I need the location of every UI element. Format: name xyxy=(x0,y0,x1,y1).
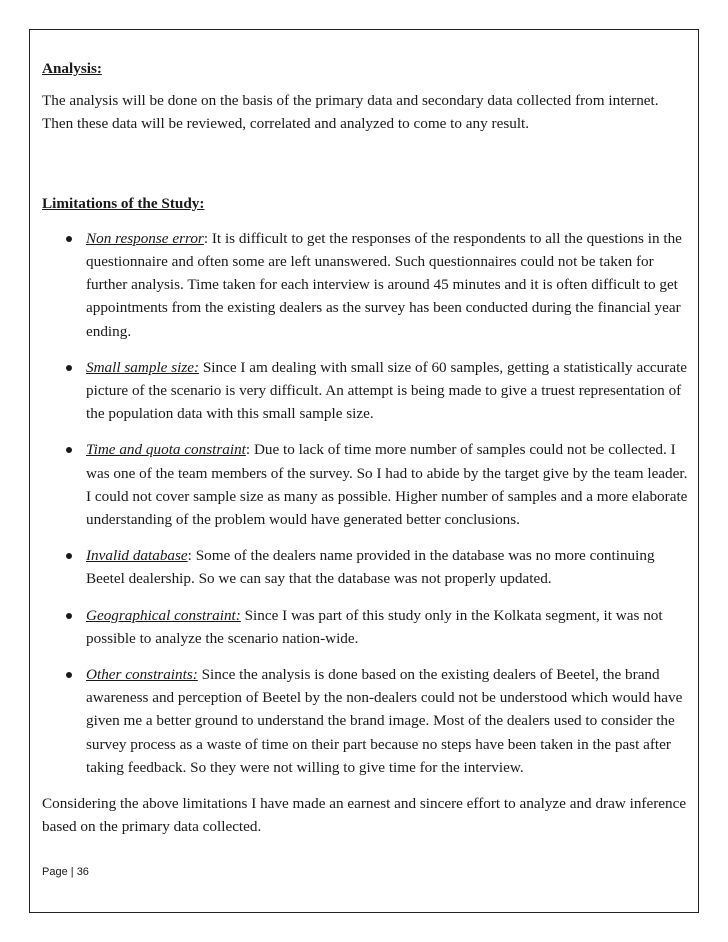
limitation-term: Non response error xyxy=(86,229,204,247)
limitation-item-other xyxy=(42,663,690,779)
limitation-separator: : xyxy=(203,229,209,247)
limitation-term: Time and quota constraint xyxy=(86,441,246,459)
limitation-term: Other constraints: xyxy=(86,666,198,684)
page-footer xyxy=(42,866,89,878)
page-separator: | xyxy=(70,866,74,878)
bullet-icon xyxy=(66,553,72,559)
conclusion-paragraph: Considering the above limitations I have made an earnest and sincere effort to analyze and draw inference based on the primary data collected. xyxy=(42,795,687,836)
limitations-list xyxy=(42,227,690,779)
analysis-paragraph: The analysis will be done on the basis of the primary data and secondary data collected from internet. Then these data will be reviewed, correlated and analyzed to come to any result. xyxy=(42,92,659,133)
limitation-text: Some of the dealers name provided in the database was no more continuing Beetel dealership. So we can say that the database was not properly updated. xyxy=(86,547,655,588)
limitation-separator: : xyxy=(187,547,192,565)
page-label: Page xyxy=(42,866,68,878)
document-body xyxy=(42,57,690,838)
limitation-separator: : xyxy=(245,441,251,459)
bullet-icon xyxy=(66,613,72,619)
analysis-heading: Analysis: xyxy=(42,60,102,77)
limitation-term: Small sample size: xyxy=(86,358,200,376)
limitation-text: Due to lack of time more number of samples could not be collected. I was one of the team members of the survey. So I had to abide by the target give by the team leader. I could not cover sample size as many as possible. Higher number of samples and a more elaborate understanding of the problem would have generated better conclusions. xyxy=(86,441,688,529)
bullet-icon xyxy=(66,447,72,453)
bullet-icon xyxy=(66,236,72,242)
page-number: 36 xyxy=(76,866,89,878)
bullet-icon xyxy=(66,672,72,678)
limitation-item-time-quota xyxy=(42,438,690,531)
limitation-term: Invalid database xyxy=(86,547,188,565)
limitation-text: Since the analysis is done based on the existing dealers of Beetel, the brand awareness and perception of Beetel by the non-dealers could not be understood which would have given me a better ground to understand the brand image. Most of the dealers used to consider the survey process as a waste of time on their part because no steps have been taken in the past after taking feedback. So they were not willing to give time for the interview. xyxy=(86,666,683,776)
limitation-item-non-response xyxy=(42,227,690,343)
limitations-heading: Limitations of the Study: xyxy=(42,194,205,212)
bullet-icon xyxy=(66,365,72,371)
limitation-term: Geographical constraint: xyxy=(86,606,241,624)
limitation-text: Since I am dealing with small size of 60 samples, getting a statistically accurate picture of the scenario is very difficult. An attempt is being made to give a truest representation of the population data with this small sample size. xyxy=(86,358,688,423)
limitation-item-invalid-database xyxy=(42,544,690,590)
limitation-item-sample-size xyxy=(42,356,690,426)
limitation-text: Since I was part of this study only in the Kolkata segment, it was not possible to analyze the scenario nation-wide. xyxy=(86,606,663,647)
limitation-text: It is difficult to get the responses of the respondents to all the questions in the questionnaire and often some are left unanswered. Such questionnaires could not be taken for further analysis. Time taken for each interview is around 45 minutes and it is often difficult to get appointments from the existing dealers as the survey has been conducted during the financial year ending. xyxy=(86,229,682,340)
limitation-item-geographical xyxy=(42,604,690,650)
